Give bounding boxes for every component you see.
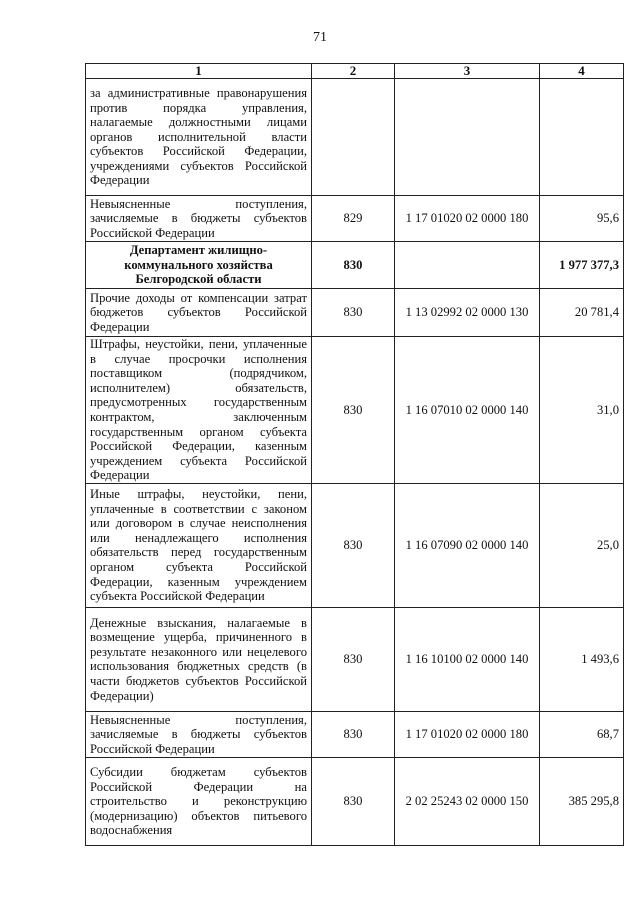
revenue-name-cell: Невыясненные поступления, зачисляемые в бюджеты субъектов Российской Федерации: [86, 711, 312, 757]
amount-cell: 95,6: [540, 196, 624, 242]
admin-code-cell: 830: [312, 289, 395, 337]
table-row: [86, 79, 624, 196]
budget-code-cell: 1 16 07010 02 0000 140: [395, 337, 540, 484]
admin-code-cell: 830: [312, 711, 395, 757]
budget-code-cell: 2 02 25243 02 0000 150: [395, 757, 540, 845]
revenue-name-cell: за административные правонарушения против порядка управления, налагаемые должностными лицами органов исполнительной власти субъектов Российской Федерации, учреждениями субъектов Российской Федерации: [86, 79, 312, 196]
revenue-name-cell: Невыясненные поступления, зачисляемые в бюджеты субъектов Российской Федерации: [86, 196, 312, 242]
column-header-amount: 4: [540, 64, 624, 79]
revenue-name-cell: Прочие доходы от компенсации затрат бюджетов субъектов Российской Федерации: [86, 289, 312, 337]
table-row: [86, 607, 624, 711]
amount-cell: 1 977 377,3: [540, 242, 624, 289]
department-name-cell: Департамент жилищно-коммунального хозяйства Белгородской области: [86, 242, 312, 289]
amount-cell: 25,0: [540, 483, 624, 607]
column-header-admin: 2: [312, 64, 395, 79]
page-number: 71: [313, 30, 327, 45]
amount-cell: 1 493,6: [540, 607, 624, 711]
budget-code-cell: 1 17 01020 02 0000 180: [395, 711, 540, 757]
table-row: [86, 289, 624, 337]
admin-code-cell: 830: [312, 607, 395, 711]
budget-code-cell: [395, 79, 540, 196]
admin-code-cell: [312, 79, 395, 196]
budget-code-cell: [395, 242, 540, 289]
column-header-name: 1: [86, 64, 312, 79]
budget-code-cell: 1 13 02992 02 0000 130: [395, 289, 540, 337]
revenue-name-cell: Штрафы, неустойки, пени, уплаченные в случае просрочки исполнения поставщиком (подрядчиком, исполнителем) обязательств, предусмотренных государственным контрактом, заключенным государственным органом субъекта Российской Федерации, казенным учреждением субъекта Российской Федерации: [86, 337, 312, 484]
amount-cell: 31,0: [540, 337, 624, 484]
table-header-row: [86, 64, 624, 79]
amount-cell: [540, 79, 624, 196]
department-row: [86, 242, 624, 289]
budget-code-cell: 1 17 01020 02 0000 180: [395, 196, 540, 242]
revenue-name-cell: Субсидии бюджетам субъектов Российской Федерации на строительство и реконструкцию (модернизацию) объектов питьевого водоснабжения: [86, 757, 312, 845]
table-row: [86, 483, 624, 607]
amount-cell: 385 295,8: [540, 757, 624, 845]
admin-code-cell: 829: [312, 196, 395, 242]
admin-code-cell: 830: [312, 337, 395, 484]
table-row: [86, 757, 624, 845]
revenue-name-cell: Иные штрафы, неустойки, пени, уплаченные в соответствии с законом или договором в случае неисполнения или ненадлежащего исполнения обязательств перед государственным органом субъекта Российской Федерации, казенным учреждением субъекта Российской Федерации: [86, 483, 312, 607]
table-row: [86, 337, 624, 484]
admin-code-cell: 830: [312, 757, 395, 845]
amount-cell: 20 781,4: [540, 289, 624, 337]
budget-code-cell: 1 16 10100 02 0000 140: [395, 607, 540, 711]
budget-code-cell: 1 16 07090 02 0000 140: [395, 483, 540, 607]
revenue-name-cell: Денежные взыскания, налагаемые в возмещение ущерба, причиненного в результате незаконного или нецелевого использования бюджетных средств (в части бюджетов субъектов Российской Федерации): [86, 607, 312, 711]
admin-code-cell: 830: [312, 483, 395, 607]
column-header-code: 3: [395, 64, 540, 79]
admin-code-cell: 830: [312, 242, 395, 289]
table-row: [86, 711, 624, 757]
table-row: [86, 196, 624, 242]
budget-revenue-table: [85, 63, 624, 846]
amount-cell: 68,7: [540, 711, 624, 757]
